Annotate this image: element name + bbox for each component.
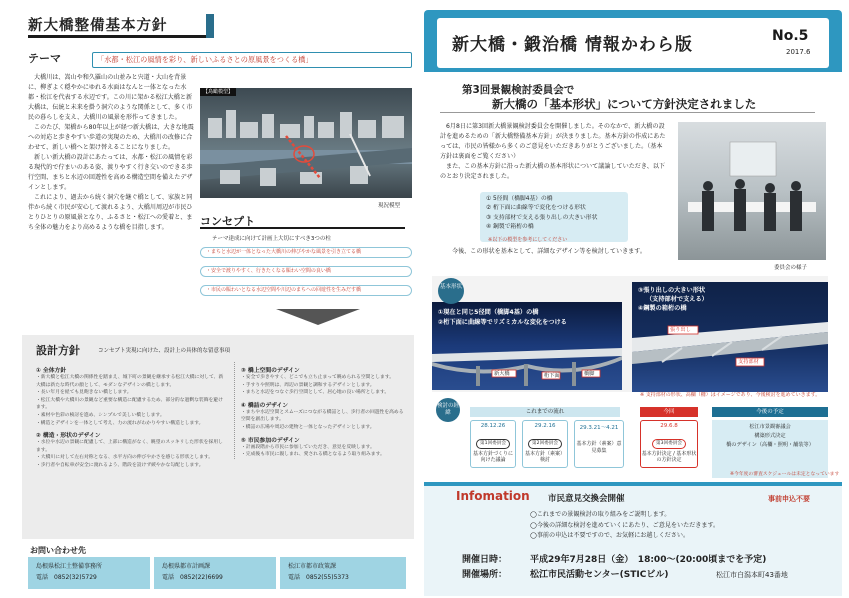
information-lines bbox=[530, 510, 830, 542]
render-tag: 【鳥瞰模型】 bbox=[200, 88, 236, 96]
contact-phone: 電話 0852(55)5373 bbox=[288, 574, 349, 581]
bridge-text: （支持部材で支える） bbox=[646, 296, 708, 303]
concept-item: ・市民の賑わいとなる水辺空間や川辺のまちへの回遊性を生みだす橋 bbox=[200, 285, 412, 296]
bridge-text: ③張り出しの大きい形状 bbox=[638, 287, 706, 294]
bridge-label: 新大橋 bbox=[494, 371, 510, 377]
timeline-step bbox=[470, 420, 516, 468]
policy-heading: ② 構造・形状のデザイン bbox=[36, 433, 101, 440]
bridge-model-image-2 bbox=[632, 282, 828, 392]
paragraph: また、この基本方針に沿った新大橋の基本形状について議論していただき、以下のとおり決定されました。 bbox=[440, 163, 666, 180]
policy-item: ・歩行者や自転車が安全に渡れるよう、階段を設けず緩やかな勾配とします。 bbox=[36, 462, 204, 468]
information-line: ◯今後の詳細な検討を進めていくにあたり、ご意見をいただきます。 bbox=[530, 521, 720, 529]
contact-name: 島根県松江土整備事務所 bbox=[36, 563, 103, 570]
timeline-oval: 第2回委員会 bbox=[528, 439, 562, 449]
issue-date: 2017.6 bbox=[786, 48, 811, 56]
timeline-past-header: これまでの流れ bbox=[470, 407, 620, 417]
timeline-step bbox=[574, 420, 624, 468]
bridge-note: ※ 支持部材の形状、高欄（柵）はイメージであり、今後検討を進めていきます。 bbox=[640, 392, 821, 398]
event-date-label: 開催日時： bbox=[462, 555, 508, 565]
right-body-text bbox=[440, 122, 666, 182]
policy-item: ・橋詰の広場や周辺の建物と一体となったデザインとします。 bbox=[241, 424, 375, 430]
timeline-oval: 第3回委員会 bbox=[652, 439, 686, 449]
meeting-photo-caption: 委員会の様子 bbox=[774, 265, 808, 271]
concept-item: ・まちと水辺が一体となった大橋川の伸びやかな風景を引き立てる橋 bbox=[200, 247, 412, 258]
information-line: ◯事前の申込は不要ですので、お気軽にお越しください。 bbox=[530, 532, 690, 539]
policy-item: ・新大橋と松江大橋の関係性を踏まえ、城下町の景観を継承する松江大橋に対して、新大橋は新たな時代の顔として、モダンなデザインの橋とします。 bbox=[36, 375, 224, 388]
timeline-step bbox=[522, 420, 568, 468]
theme-label: テーマ bbox=[28, 52, 61, 65]
timeline-oval: 第1回委員会 bbox=[476, 439, 510, 449]
timeline-now-header: 今回 bbox=[640, 407, 698, 417]
headline-1: 第3回景観検討委員会で bbox=[462, 84, 575, 96]
issue-number: No.5 bbox=[772, 28, 809, 44]
city-render-illustration bbox=[200, 88, 412, 198]
paragraph: 大橋川は、嵩山や和久羅山の山並みと宍道・大山を背景に、柳ぎよく穏やかにゆれる水面はなんと一体となった水都・松江を代表する水辺です。この川に架かる松江大橋と新大橋は、伝統と未来を掛う洞穴のような関係として、多く市民の暮らしを支え、大橋川の風景を形作ってきました。 bbox=[28, 74, 193, 121]
shape-item: ② 桁下面に曲線等で変化をつける形状 bbox=[486, 205, 586, 212]
contact-title: お問い合わせ先 bbox=[30, 546, 86, 555]
event-address: 松江市白潟本町43番地 bbox=[716, 571, 788, 579]
timeline-step-current bbox=[640, 420, 698, 468]
contact-name: 島根県都市計画課 bbox=[162, 563, 211, 570]
bridge-model-image-1 bbox=[432, 302, 622, 390]
render-caption: 現況模型 bbox=[378, 203, 401, 209]
timeline-badge: 検討の経緯 bbox=[436, 398, 460, 422]
concept-subtitle: テーマ達成に向けて計画上大切にすべき3つの柱 bbox=[212, 236, 331, 242]
left-body-text bbox=[28, 73, 196, 233]
bridge-label: 支持部材 bbox=[738, 359, 759, 365]
newsletter-title: 新大橋・鍛治橋 情報かわら版 bbox=[452, 35, 693, 55]
timeline-label: 基本方針（素案）検討 bbox=[524, 450, 565, 463]
information-subtitle: 市民意見交換会開催 bbox=[548, 494, 625, 504]
policy-heading: ④ 橋詰のデザイン bbox=[241, 402, 289, 409]
design-policy-subtitle: コンセプト実現に向けた、設計上の具体的な留意事項 bbox=[98, 348, 231, 354]
timeline-date: 29.3.21〜4.21 bbox=[579, 425, 619, 431]
left-page-title: 新大橋整備基本方針 bbox=[28, 14, 210, 38]
bridge-label: 橋脚 bbox=[584, 371, 595, 377]
paragraph: 新しい新大橋の設計にあたっては、水都・松江の風情を彩る現代的で佇まいのある姿、渡りやすく行き交いのできる歩行空間、まちと水辺の回遊性を高める構造空間を備えたデザインとします。 bbox=[28, 154, 193, 191]
timeline-next-item: 松江市景観審議会 bbox=[749, 424, 791, 430]
timeline-next-item: 橋のデザイン（高欄・照明・舗装等） bbox=[726, 442, 814, 448]
bridge-text: ①現在と同じ5径間（橋脚4基）の橋 bbox=[438, 309, 539, 316]
policy-item: ・計画段階から市民に参加していただき、意見を反映します。 bbox=[241, 444, 375, 450]
timeline-note: ※今年度の審査スケジュールは未定となっています bbox=[730, 472, 840, 477]
bridge-label: 桁下面 bbox=[544, 373, 560, 379]
paragraph: 6月8日に第3回新大橋景観検討委員会を開催しました。そのなかで、新大橋の設計を進めるための「新大橋整備基本方針」が決まりました。基本方針の作成にあたっては、市民の皆様から多くのご意見をいただきありがとうございました。（基本方針は裏面をご覧ください） bbox=[440, 123, 666, 160]
information-line: ◯これまでの景観検討の取り組みをご説明します。 bbox=[530, 511, 671, 518]
timeline-date: 28.12.26 bbox=[480, 423, 506, 429]
policy-item: ・松江大橋や大橋川の景観など重要な構造に配慮するため、部分的な過剰な装飾を避けます。 bbox=[36, 397, 223, 411]
design-policy-column-a bbox=[36, 362, 224, 470]
contact-phone: 電話 0852(22)6699 bbox=[162, 574, 223, 581]
city-render-image bbox=[200, 88, 412, 198]
policy-item: ・まちと水辺をつなぐ歩行空間として、居心地の良い場所とします。 bbox=[241, 390, 390, 396]
policy-item: ・手すりや照明は、周辺の景観と調和するデザインとします。 bbox=[241, 382, 375, 388]
policy-item: ・水位や水辺の景観に配慮して、上部に構造がなく、眺望のスッキリした形状を採用します。 bbox=[36, 440, 223, 453]
bridge-text: ②桁下面に曲線等でリズミカルな変化をつける bbox=[438, 319, 567, 326]
policy-heading: ① 全体方針 bbox=[36, 368, 67, 374]
timeline-label: 基本方針づくりに向けた議論 bbox=[472, 450, 513, 463]
headline-2: 新大橋の「基本形状」について方針決定されました bbox=[492, 97, 757, 111]
information-title: Infomation bbox=[456, 489, 530, 503]
design-policy-title: 設計方針 bbox=[36, 344, 80, 357]
timeline-label: 基本方針決定 / 基本形状の方針決定 bbox=[641, 450, 697, 463]
timeline-next-item: 構築形式決定 bbox=[754, 433, 786, 439]
event-place: 松江市民活動センター(STICビル) bbox=[530, 570, 669, 580]
policy-item: ・安全で歩きやすく、どこでも立ち止まって眺められる空間とします。 bbox=[241, 375, 395, 380]
contact-name: 松江市都市政策課 bbox=[288, 563, 337, 570]
meeting-photo-illustration bbox=[678, 122, 826, 260]
shape-item: ④ 鋼製で箱桁の橋 bbox=[486, 224, 534, 231]
shape-item: ③ 支持部材で支える張り出しの大きい形状 bbox=[486, 214, 598, 221]
paragraph: これにより、過去から続く洞穴を継ぐ橋として、家族と同伴から続く市民が安心して渡れるよう、大橋川周辺が市民ひとりひとりの原風景となり、ふるさと・松江への愛着と、まち全体の魅力をより高めるような橋を目指します。 bbox=[28, 194, 193, 231]
concept-item: ・安全で渡りやすく、行きたくなる賑わい空間の良い橋 bbox=[200, 266, 412, 277]
timeline-date: 29.6.8 bbox=[660, 423, 678, 429]
contact-card bbox=[154, 557, 276, 589]
policy-item: ・大橋川に対して左右対称となる、水平方向の伸びやかさを感じる形状とします。 bbox=[36, 455, 214, 461]
shape-item: ① 5径間（橋脚4基）の橋 bbox=[486, 196, 553, 202]
policy-item: ・まちや水辺空間とスムーズにつながる橋詰とし、歩行者の回遊性を高める空間を創出します。 bbox=[241, 409, 404, 423]
policy-heading: ③ 橋上空間のデザイン bbox=[241, 368, 300, 374]
basic-shape-badge: 基本形状 bbox=[438, 278, 464, 304]
theme-text: 「水都・松江の風情を彩り、新しいふるさとの原風景をつくる橋」 bbox=[92, 52, 412, 68]
event-date: 平成29年7月28日（金） 18:00〜(20:00頃までを予定) bbox=[530, 555, 767, 565]
shape-note: ※以下の模型を参考にしてください bbox=[488, 237, 568, 243]
contact-phone: 電話 0852(32)5729 bbox=[36, 574, 97, 581]
divider bbox=[440, 112, 815, 113]
contact-card bbox=[28, 557, 150, 589]
policy-heading: ⑤ 市民参加のデザイン bbox=[241, 437, 300, 444]
event-place-label: 開催場所： bbox=[462, 570, 508, 580]
contact-card bbox=[280, 557, 406, 589]
right-body-text-2: 今後、この形状を基本として、詳細なデザイン等を検討していきます。 bbox=[452, 248, 646, 255]
no-registration-badge: 事前申込不要 bbox=[768, 495, 810, 503]
design-policy-column-b bbox=[234, 362, 406, 459]
timeline-date: 29.2.16 bbox=[534, 423, 556, 429]
policy-item: ・構造とデザインを一体として考え、力の流れがわかりやすい構造とします。 bbox=[36, 420, 204, 426]
policy-item: ・長い年月を経ても見飽きない橋とします。 bbox=[36, 390, 132, 396]
bridge-text: ④鋼製の箱桁の橋 bbox=[638, 305, 687, 312]
title-accent-bar bbox=[206, 14, 214, 38]
meeting-photo bbox=[678, 122, 826, 260]
arrow-down-icon bbox=[276, 309, 360, 325]
policy-item: ・素材や色彩の検討を進め、シンプルで美しい橋とします。 bbox=[36, 412, 165, 418]
concept-heading: コンセプト bbox=[200, 213, 405, 229]
shape-list bbox=[480, 192, 628, 242]
bridge-label: 張り出し bbox=[670, 327, 691, 333]
timeline-next-header: 今後の予定 bbox=[712, 407, 828, 417]
policy-item: ・完成後も市民に親しまれ、愛される橋となるよう取り組みます。 bbox=[241, 452, 385, 458]
paragraph: このたび、架橋から80年以上が経つ新大橋は、大きな地震への対応と歩きやすい歩道の実現のため、大橋川の改修に合わせて、新しい橋へと架け替えることになりました。 bbox=[28, 124, 194, 151]
timeline-label: 基本方針（素案）意見募集 bbox=[576, 441, 622, 454]
